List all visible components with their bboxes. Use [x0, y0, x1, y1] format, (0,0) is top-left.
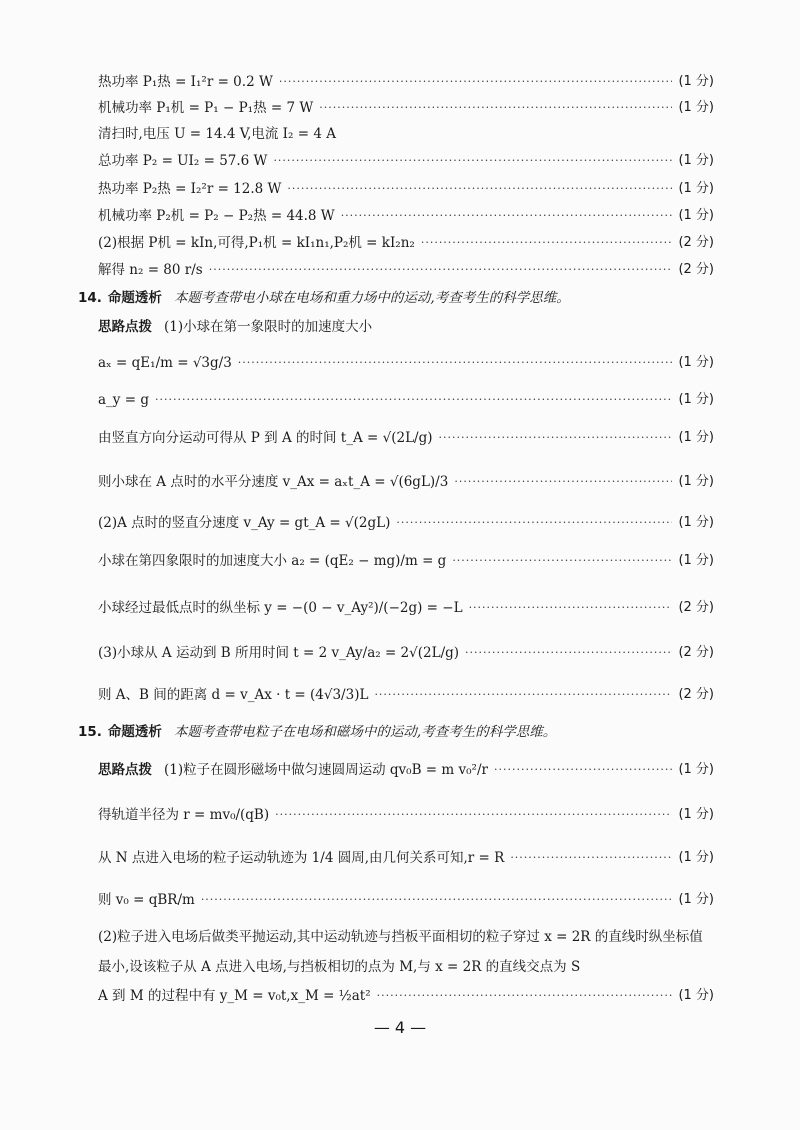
question-header — [78, 288, 714, 308]
question-number: 15. — [78, 724, 102, 740]
leader-dots — [452, 551, 672, 571]
line-text: (1)粒子在圆形磁场中做匀速圆周运动 qv₀B = m v₀²/r — [164, 762, 488, 778]
answer-line — [98, 848, 714, 868]
line-score: (1 分) — [678, 515, 714, 530]
line-score: (1 分) — [678, 762, 714, 777]
section-tag: 命题透析 — [107, 290, 162, 306]
answer-line — [98, 685, 714, 705]
answer-line — [98, 260, 714, 280]
answer-line — [98, 551, 714, 571]
answer-line — [98, 390, 714, 410]
leader-dots — [510, 848, 672, 868]
line-text: 从 N 点进入电场的粒子运动轨迹为 1/4 圆周,由几何关系可知,r = R — [98, 850, 505, 866]
answer-line — [98, 890, 714, 910]
answer-line — [98, 98, 714, 118]
line-text: 由竖直方向分运动可得从 P 到 A 的时间 t_A = √(2L/g) — [98, 430, 433, 446]
answer-line — [98, 72, 714, 92]
section-tag: 命题透析 — [107, 724, 162, 740]
line-score: (1 分) — [678, 430, 714, 445]
line-text: 则 A、B 间的距离 d = v_Ax · t = (4√3/3)L — [98, 687, 369, 703]
line-text: 本题考查带电小球在电场和重力场中的运动,考查考生的科学思维。 — [173, 290, 570, 306]
section-tag: 思路点拨 — [98, 762, 152, 778]
answer-line — [98, 317, 714, 337]
answer-line — [98, 472, 714, 492]
line-text: A 到 M 的过程中有 y_M = v₀t,x_M = ½at² — [98, 988, 371, 1004]
line-text: (1)小球在第一象限时的加速度大小 — [164, 319, 373, 335]
leader-dots — [494, 760, 672, 780]
line-text: 清扫时,电压 U = 14.4 V,电流 I₂ = 4 A — [98, 126, 336, 142]
line-score: (1 分) — [678, 850, 714, 865]
leader-dots — [454, 472, 672, 492]
line-score: (2 分) — [678, 645, 714, 660]
line-text: (3)小球从 A 运动到 B 所用时间 t = 2 v_Ay/a₂ = 2√(2L/g) — [98, 645, 460, 661]
answer-line — [98, 513, 714, 533]
line-text: 热功率 P₁热 = I₁²r = 0.2 W — [98, 74, 273, 90]
line-score: (1 分) — [678, 355, 714, 370]
leader-dots — [319, 98, 672, 118]
answer-line — [98, 233, 714, 253]
answer-line — [98, 179, 714, 199]
line-text: 则小球在 A 点时的水平分速度 v_Ax = aₓt_A = √(6gL)/3 — [98, 474, 449, 490]
line-text: 解得 n₂ = 80 r/s — [98, 262, 203, 278]
leader-dots — [209, 260, 673, 280]
line-score: (1 分) — [678, 208, 714, 223]
line-text: 得轨道半径为 r = mv₀/(qB) — [98, 807, 270, 823]
line-score: (2 分) — [678, 262, 714, 277]
answer-line — [98, 428, 714, 448]
line-score: (1 分) — [678, 74, 714, 89]
leader-dots — [238, 353, 673, 373]
line-score: (1 分) — [678, 181, 714, 196]
leader-dots — [374, 685, 672, 705]
line-text: aₓ = qE₁/m = √3g/3 — [98, 355, 232, 371]
answer-line — [98, 643, 714, 663]
line-score: (1 分) — [678, 988, 714, 1003]
leader-dots — [465, 643, 672, 663]
line-text: (2)A 点时的竖直分速度 v_Ay = gt_A = √(2gL) — [98, 515, 391, 531]
line-score: (2 分) — [678, 687, 714, 702]
leader-dots — [341, 206, 673, 226]
line-score: (2 分) — [678, 600, 714, 615]
page-number: — 4 — — [373, 1018, 427, 1037]
leader-dots — [421, 233, 673, 253]
answer-paragraph: (2)粒子进入电场后做类平抛运动,其中运动轨迹与挡板平面相切的粒子穿过 x = 2R 的直线时纵坐标值最小,设该粒子从 A 点进入电场,与挡板相切的点为 M,与 x = 2R 的直线交点为 S — [98, 929, 703, 975]
line-score: (1 分) — [678, 392, 714, 407]
line-score: (1 分) — [678, 474, 714, 489]
answer-line — [98, 206, 714, 226]
answer-line — [98, 353, 714, 373]
answer-line — [98, 151, 714, 171]
section-tag: 思路点拨 — [98, 319, 152, 335]
line-text: 热功率 P₂热 = I₂²r = 12.8 W — [98, 181, 282, 197]
line-score: (1 分) — [678, 553, 714, 568]
leader-dots — [377, 986, 673, 1006]
line-score: (1 分) — [678, 807, 714, 822]
leader-dots — [275, 805, 672, 825]
line-score: (1 分) — [678, 100, 714, 115]
line-score: (2 分) — [678, 235, 714, 250]
leader-dots — [287, 179, 672, 199]
question-number: 14. — [78, 290, 102, 306]
line-text: 小球在第四象限时的加速度大小 a₂ = (qE₂ − mg)/m = g — [98, 553, 447, 569]
leader-dots — [279, 72, 673, 92]
leader-dots — [201, 890, 673, 910]
leader-dots — [396, 513, 672, 533]
answer-line — [98, 598, 714, 618]
line-text: 则 v₀ = qBR/m — [98, 892, 195, 908]
line-text: (2)根据 P机 = kIn,可得,P₁机 = kI₁n₁,P₂机 = kI₂n₂ — [98, 235, 415, 251]
answer-line — [98, 760, 714, 780]
line-text: a_y = g — [98, 392, 149, 408]
line-score: (1 分) — [678, 153, 714, 168]
line-text: 总功率 P₂ = UI₂ = 57.6 W — [98, 153, 268, 169]
leader-dots — [439, 428, 673, 448]
line-text: 本题考查带电粒子在电场和磁场中的运动,考查考生的科学思维。 — [173, 724, 557, 740]
leader-dots — [273, 151, 672, 171]
leader-dots — [469, 598, 673, 618]
answer-line — [98, 805, 714, 825]
line-text: 机械功率 P₂机 = P₂ − P₂热 = 44.8 W — [98, 208, 335, 224]
question-header — [78, 722, 714, 742]
leader-dots — [155, 390, 672, 410]
line-score: (1 分) — [678, 892, 714, 907]
line-text: 小球经过最低点时的纵坐标 y = −(0 − v_Ay²)/(−2g) = −L — [98, 600, 463, 616]
answer-line — [98, 124, 714, 144]
line-text: 机械功率 P₁机 = P₁ − P₁热 = 7 W — [98, 100, 314, 116]
answer-line — [98, 986, 714, 1006]
